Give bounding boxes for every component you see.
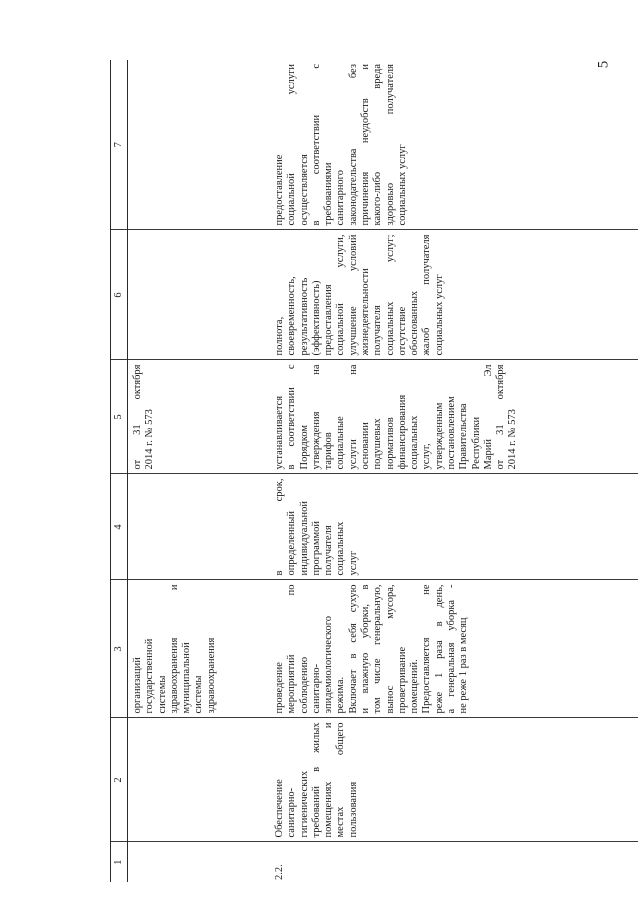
row2-col3-cell bbox=[270, 580, 638, 718]
cell-text-line: местах общего bbox=[335, 722, 347, 838]
cell-text-line: тарифов bbox=[323, 432, 335, 470]
cell-text-line: санитарно- bbox=[286, 787, 298, 838]
cell-text-line: государственной bbox=[144, 638, 156, 714]
cell-text-line: пользования bbox=[347, 781, 359, 838]
cell-text-line: получателя bbox=[323, 525, 335, 576]
cell-text-line: санитарно- bbox=[310, 663, 322, 714]
cell-text-line: устанавливается bbox=[274, 395, 285, 470]
row2-col2-cell bbox=[270, 718, 638, 842]
cell-text-line: Республики bbox=[470, 416, 482, 470]
cell-text-line: обоснованных bbox=[409, 290, 421, 356]
cell-text-line: в соответствии с bbox=[310, 64, 322, 226]
cell-text-line: услуг, bbox=[421, 443, 433, 470]
table-row bbox=[128, 60, 271, 882]
column-header-5: 5 bbox=[111, 360, 128, 474]
cell-text-line: причинения неудобств и bbox=[359, 64, 371, 226]
cell-text-line: утвержденным bbox=[433, 402, 445, 470]
cell-text-line: своевременность, bbox=[286, 276, 298, 356]
table-sheet bbox=[110, 60, 638, 882]
cell-text-line: Включает в себя сухую bbox=[347, 584, 359, 714]
cell-text-line: социальных bbox=[335, 521, 347, 576]
cell-text-line: какого-либо вреда bbox=[372, 64, 384, 226]
cell-text-line: Порядком bbox=[298, 424, 310, 470]
cell-text-line: Правительства bbox=[458, 403, 470, 470]
cell-text-line: помещениях и bbox=[323, 722, 335, 838]
cell-text-line: предоставления bbox=[323, 284, 335, 356]
cell-text-line: подушевых bbox=[372, 418, 384, 470]
row1-col3-cell bbox=[128, 580, 271, 718]
cell-text-line: требований в жилых bbox=[310, 722, 322, 838]
cell-text-line: помещений. bbox=[409, 659, 421, 714]
cell-text-line: индивидуальной bbox=[298, 501, 310, 576]
table-row bbox=[270, 60, 638, 882]
cell-text-line: социальных услуг bbox=[433, 274, 445, 356]
cell-text-line: а генеральная уборка - bbox=[445, 584, 457, 714]
cell-text-line: жизнедеятельности bbox=[359, 268, 371, 356]
cell-text-line: от 31 октября bbox=[132, 364, 143, 470]
cell-text-line: организаций bbox=[132, 657, 143, 714]
cell-text-line: в срок, bbox=[274, 478, 285, 576]
column-header-4: 4 bbox=[111, 474, 128, 580]
cell-text-line: получателя bbox=[372, 305, 384, 356]
cell-text-line: (эффективность) bbox=[310, 280, 322, 356]
cell-text-line: Марий Эл bbox=[482, 364, 494, 470]
row1-col4-cell bbox=[128, 474, 271, 580]
cell-text-line: 2014 г. № 573 bbox=[507, 409, 519, 470]
cell-text-line: вынос мусора, bbox=[384, 584, 396, 714]
cell-text-line: результативность bbox=[298, 277, 310, 356]
column-header-7: 7 bbox=[111, 60, 128, 230]
cell-text-line: режима. bbox=[335, 676, 347, 714]
cell-text-line: мероприятий по bbox=[286, 584, 298, 714]
cell-text-line: социальных bbox=[409, 415, 421, 470]
cell-text-line: услуг bbox=[347, 550, 359, 576]
cell-text-line: и влажную уборки, в bbox=[359, 584, 371, 714]
cell-text-line: санитарного bbox=[335, 170, 347, 226]
cell-text-line: постановлением bbox=[445, 396, 457, 470]
row1-col6-cell bbox=[128, 230, 271, 360]
cell-text-line: предоставление bbox=[274, 154, 285, 226]
cell-text-line: жалоб получателя bbox=[421, 234, 433, 356]
cell-text-line: эпидемиологического bbox=[323, 615, 335, 714]
cell-text-line: требованиями bbox=[323, 162, 335, 226]
cell-text-line: законодательства без bbox=[347, 64, 359, 226]
cell-text-line: улучшение условий bbox=[347, 234, 359, 356]
cell-text-line: социальной услуги bbox=[286, 64, 298, 226]
cell-text-line: муниципальной bbox=[181, 642, 193, 714]
cell-text-line: от 31 октября bbox=[495, 364, 507, 470]
cell-text-line: осуществляется bbox=[298, 154, 310, 226]
cell-text-line: гигиенических bbox=[298, 770, 310, 838]
services-table bbox=[110, 60, 638, 882]
table-header-row bbox=[111, 60, 128, 882]
cell-text-line: Обеспечение bbox=[274, 779, 285, 838]
cell-text-line: основании bbox=[359, 422, 371, 470]
cell-text-line: здравоохранения и bbox=[168, 584, 180, 714]
cell-text-line: том числе генеральную, bbox=[372, 584, 384, 714]
page-number: 5 bbox=[595, 60, 612, 69]
rotated-table-wrapper bbox=[110, 60, 638, 882]
cell-text-line: утверждения на bbox=[310, 364, 322, 470]
row1-col5-cell bbox=[128, 360, 271, 474]
cell-text-line: социальной услуги, bbox=[335, 234, 347, 356]
cell-text-line: социальные bbox=[335, 416, 347, 470]
cell-text-line: финансирования bbox=[396, 394, 408, 470]
row2-col5-cell bbox=[270, 360, 638, 474]
cell-text-line: 2014 г. № 573 bbox=[144, 409, 156, 470]
cell-text-line: здоровью получателя bbox=[384, 64, 396, 226]
column-header-2: 2 bbox=[111, 718, 128, 842]
cell-text-line: проведение bbox=[274, 662, 285, 714]
cell-text-line: в соответствии с bbox=[286, 364, 298, 470]
row2-col4-cell bbox=[270, 474, 638, 580]
cell-text-line: определенный bbox=[286, 511, 298, 576]
row2-col7-cell bbox=[270, 60, 638, 230]
cell-text-line: системы bbox=[193, 675, 205, 714]
cell-text-line: программой bbox=[310, 521, 322, 576]
row1-col1-cell bbox=[128, 842, 271, 882]
cell-text-line: проветривание bbox=[396, 646, 408, 714]
cell-text-line: не реже 1 раз в месяц bbox=[458, 617, 470, 714]
cell-text-line: отсутствие bbox=[396, 306, 408, 356]
row1-col2-cell bbox=[128, 718, 271, 842]
cell-text-line: Предоставляется не bbox=[421, 584, 433, 714]
cell-text-line: здравоохранения bbox=[205, 637, 217, 714]
cell-text-line: соблюдению bbox=[298, 656, 310, 714]
cell-text-line: реже 1 раза в день, bbox=[433, 584, 445, 714]
cell-text-line: социальных услуг; bbox=[384, 234, 396, 356]
row2-number-cell: 2.2. bbox=[274, 864, 285, 880]
cell-text-line: полнота, bbox=[274, 316, 285, 356]
cell-text-line: нормативов bbox=[384, 417, 396, 470]
cell-text-line: социальных услуг bbox=[396, 144, 408, 226]
column-header-1: 1 bbox=[111, 842, 128, 882]
column-header-3: 3 bbox=[111, 580, 128, 718]
row1-col7-cell bbox=[128, 60, 271, 230]
row2-col6-cell bbox=[270, 230, 638, 360]
column-header-6: 6 bbox=[111, 230, 128, 360]
cell-text-line: системы bbox=[156, 675, 168, 714]
cell-text-line: услуги на bbox=[347, 364, 359, 470]
